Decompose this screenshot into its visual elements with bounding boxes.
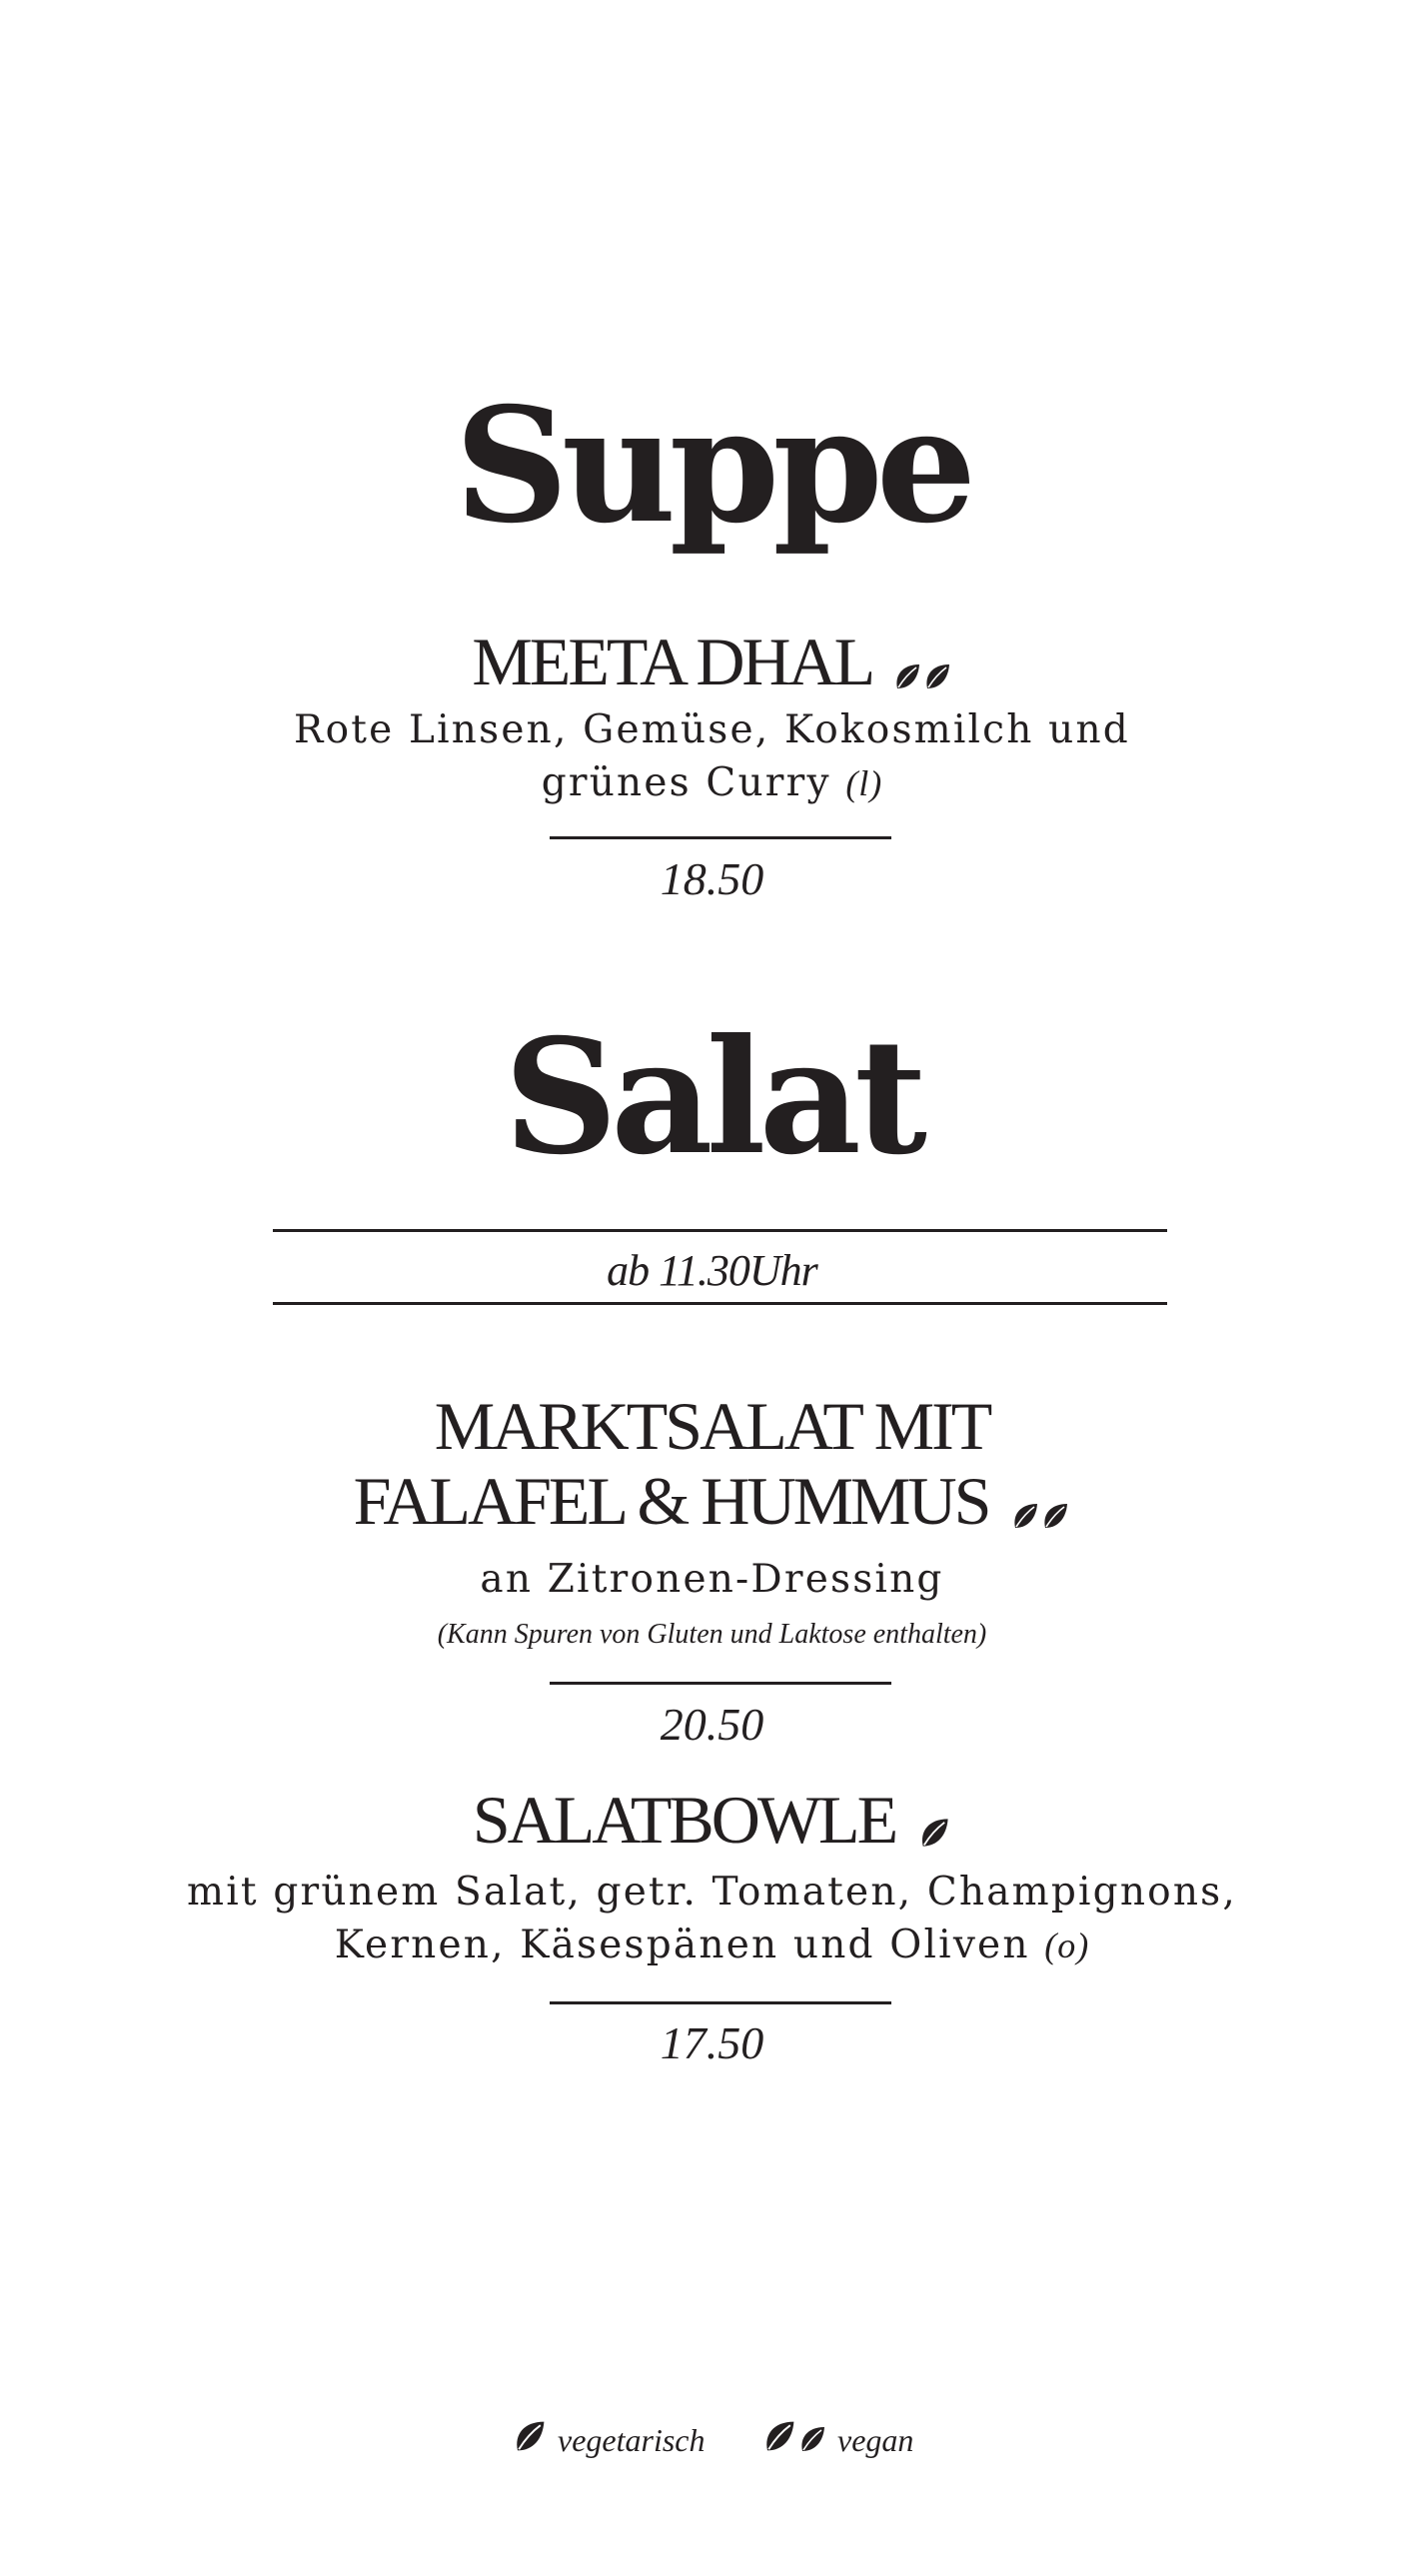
menu-item-name bbox=[0, 1782, 1424, 1861]
description-text: grünes Curry bbox=[541, 759, 831, 805]
item-description bbox=[0, 1867, 1424, 1971]
diet-legend bbox=[512, 2410, 961, 2470]
allergen-code: (l) bbox=[845, 762, 883, 803]
menu-item-name bbox=[0, 1463, 1424, 1542]
allergen-code: (o) bbox=[1044, 1925, 1090, 1965]
section-title-suppe: Suppe bbox=[454, 374, 970, 559]
item-name-line: MARKTSALAT MIT bbox=[434, 1388, 990, 1464]
menu-item-name bbox=[0, 1388, 1424, 1464]
price: 20.50 bbox=[660, 1699, 764, 1750]
price: 17.50 bbox=[660, 2017, 764, 2068]
legend-vegetarian bbox=[512, 2410, 706, 2470]
legend-vegan bbox=[761, 2410, 913, 2470]
time-divider-top bbox=[273, 1229, 1167, 1232]
double-leaf-icon bbox=[761, 2418, 827, 2462]
item-description: an Zitronen-Dressing bbox=[480, 1557, 944, 1602]
price: 18.50 bbox=[660, 853, 764, 904]
section-title-salat: Salat bbox=[504, 1005, 920, 1190]
menu-item-name bbox=[0, 624, 1424, 702]
description-line: Rote Linsen, Gemüse, Kokosmilch und bbox=[294, 707, 1130, 752]
description-line: mit grünem Salat, getr. Tomaten, Champignons, bbox=[187, 1870, 1237, 1915]
vegan-icon bbox=[892, 635, 952, 702]
serving-time: ab 11.30Uhr bbox=[607, 1246, 817, 1295]
vegetarian-icon bbox=[917, 1793, 951, 1861]
leaf-icon bbox=[512, 2418, 548, 2462]
item-note: (Kann Spuren von Gluten und Laktose enthalten) bbox=[437, 1619, 987, 1650]
time-divider-bottom bbox=[273, 1302, 1167, 1305]
item-description bbox=[0, 704, 1424, 809]
description-line bbox=[0, 1920, 1424, 1972]
item-name-line: FALAFEL & HUMMUS bbox=[353, 1463, 989, 1539]
item-name-text: MEETA DHAL bbox=[472, 624, 870, 699]
legend-label: vegan bbox=[837, 2421, 914, 2458]
description-text: Kernen, Käsespänen und Oliven bbox=[334, 1922, 1030, 1967]
legend-label: vegetarisch bbox=[558, 2421, 706, 2458]
price-divider bbox=[550, 836, 891, 839]
price-divider bbox=[550, 2001, 891, 2004]
item-name-text: SALATBOWLE bbox=[472, 1782, 896, 1858]
price-divider bbox=[550, 1682, 891, 1685]
vegan-icon bbox=[1010, 1474, 1070, 1542]
description-line bbox=[0, 757, 1424, 810]
